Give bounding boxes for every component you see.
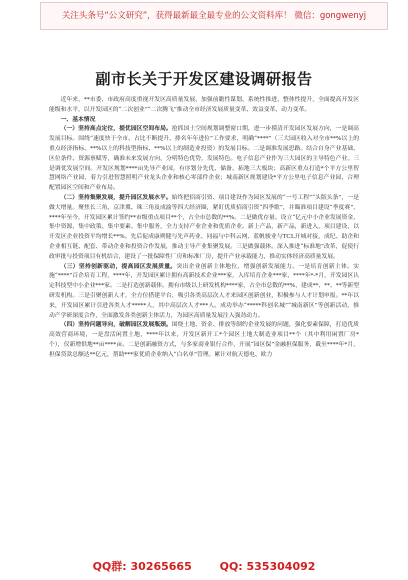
item-lead-4: （四）坚持问题导向，破解园区发展瓶颈。 bbox=[60, 322, 172, 329]
item-text-1: 抢抓国土空间规划调整窗口期，进一步摸清开发园区发展方向，一是调高发展目标。围绕“速度快于全市、占比不断提升、排名年年进位”工作要求，明确“****”（三大园区收入对全市**%以上的重点经济指标、**%以上的科技型指标、**%以上的制造业投资）的发展目标。二是调准发展思路。结合自身产业基础、区位条件、资源禀赋等，确准未来发展方向，分明特色优势，发展特色。电子信息产业作为三大园区的主导特色产业。三是调优发展空间。开发区规划****亩先导产业园，有序划分先优、储备、拓地三大板块；高新区重点打造*个平方公里智慧网络产业园，着力引进智慧照明产业龙头企业和核心零部件企业；城南新区规划建设*平方公里电子信息产业园，合理配置园区空间和产业布局。 bbox=[49, 126, 359, 192]
item-lead-3: （三）坚持创新驱动，提高园区发展质量。 bbox=[60, 263, 177, 270]
document-title: 副市长关于开发区建设调研报告 bbox=[95, 70, 313, 88]
item-paragraph-2 bbox=[49, 194, 359, 263]
footer-qq-group: QQ群: 30265665 bbox=[92, 560, 192, 573]
item-lead-2: （二）坚持集聚发展，提升园区发展水平。 bbox=[60, 194, 172, 201]
top-promo-banner: 关注头条号“公文研究”，获得最新最全最专业的公文资料库！ 微信：gongwenyj bbox=[40, 2, 388, 30]
item-lead-1: （一）坚持高点定位，提优园区空间布局。 bbox=[60, 126, 172, 133]
section-heading: 一、基本情况 bbox=[60, 116, 96, 123]
footer-qq: QQ: 535304092 bbox=[219, 560, 316, 573]
footer-contact bbox=[0, 558, 408, 574]
item-text-3: 突出企业创新主体地位，增强创新发展能力。一是培育创新主体。实施“****”百企培育工程，****年，开发园区累计拥有高新技术企业***家，入库培育企业***家，****年*-*月，开发园区认定科技型中小企业***家。二是打造创新载体。拥有市级以上研发机构****家，占全市总数的**%，建成**、**、**等新型研发机构。三是引聚创新人才，全方位搭建平台，吸引各类高层次人才来园区创新创业，积极参与人才计划申报。**年以来，开发园区累计引进各类人才*****人，其中高层次人才***人。成功举办“*****科创名城”“城南新区”等创新活动，推动产学研深度合作，全面激发各类创新主体活力，为园区高质量发展注入强劲动力。 bbox=[49, 263, 359, 319]
item-paragraph-3 bbox=[49, 263, 359, 322]
document-body bbox=[49, 96, 359, 361]
intro-paragraph: 近年来，**市委、市政府高度重视开发区高质量发展，加强前瞻性谋划、系统性推进、整体性提升，全面提高开发区能级和水平，以开发园区的“二次创业”“二次腾飞”推动全市经济发展质量变革、效益变革、动力变革。 bbox=[49, 97, 359, 113]
item-text-4: 围绕土地、资金、排放等制约企业发展的问题，强化要素保障，打造优质高效营商环境，一是盘活闲置土地，****年以来，开发区新开工*个园区土地大制造业项目**个（其中利用闲置厂房*个），仅新增供地**亩****亩。二是创新融资方式，与多家商业银行合作，开展“园区保”金融担保服务，截至****年*月，担保贷款总额达**亿元，帮助***家优质企业纳入“白名单”管理。累计对航天德电、欧力 bbox=[49, 322, 359, 358]
item-text-2: 始终把招商引资、项目建设作为园区发展的“一号工程”“头版头条”，一是做大增量。聚焦长三角、京津冀、珠三角及成渝等四大经济圈，紧盯优质招商引资“四季歌”，并瞄准项目建设“季度赛”，****年至今，开发园区累计签约**市级重点项目**个，占全市总数的**%。二是做优存量。设立“亿元中小企业发展资金，集中资源、集中政策、集中要素、集中服务，全力支持产业企业和优质企业。新上产品，新产品，新进入，项目建设，以开发区企业投资平均增长**%。先后促成康朔健与先声药业、同福与中科云网、蓝帆骏业与TCL开城对接，成纪、助企和企业相互链、配套、带动企业和投资合作发展，推动主导产业集聚发展。三是做强载体。深入推进“标准地”改革，促使行政审批与投资项目有机结合，建设了一批保障性厂房和标准厂房，提升产业承载能力，推动实体经济高质量发展。 bbox=[49, 194, 359, 260]
item-paragraph-1 bbox=[49, 125, 359, 194]
item-paragraph-4 bbox=[49, 321, 359, 360]
